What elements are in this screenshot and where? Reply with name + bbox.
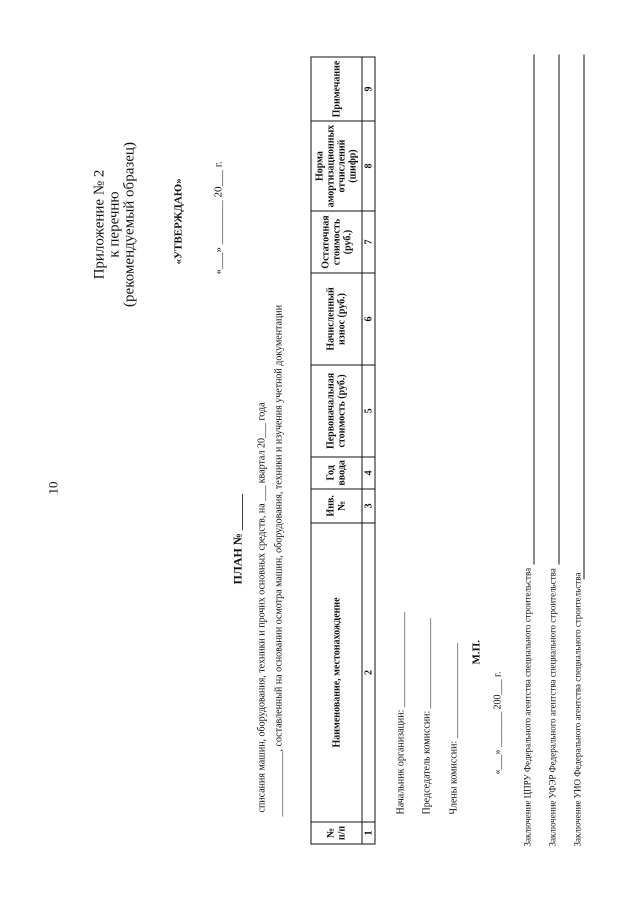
appendix-line-1: Приложение № 2 bbox=[91, 169, 108, 280]
header-cell: Первоначальная стоимость (руб.) bbox=[311, 365, 362, 457]
appendix-header bbox=[93, 125, 138, 325]
column-number: 9 bbox=[362, 57, 375, 121]
header-cell: Остаточная стоимость (руб.) bbox=[311, 211, 362, 273]
header-cell: № п/п bbox=[311, 822, 362, 844]
plan-subtitle-2: _____________, составленный на основании осмотра машин, оборудования, техники и изучения учетной документации bbox=[273, 304, 285, 817]
conclusion-line bbox=[559, 55, 560, 565]
signature-commission-chair: Председатель комиссии: __________________ bbox=[421, 618, 433, 815]
rotated-landscape-content bbox=[1, 0, 640, 905]
appendix-line-3: (рекомендуемый образец) bbox=[121, 142, 138, 307]
approval-date: «___» ________ 20___ г. bbox=[212, 161, 225, 275]
column-number: 6 bbox=[362, 273, 375, 365]
signature-head-of-organization: Начальник организации: ___________________ bbox=[395, 612, 407, 815]
column-number: 3 bbox=[362, 489, 375, 523]
conclusion-line bbox=[534, 55, 535, 565]
column-number: 7 bbox=[362, 211, 375, 273]
header-cell: Инв. № bbox=[311, 489, 362, 523]
conclusion-cpru: Заключение ЦПРУ Федерального агентства специального строительства bbox=[522, 567, 533, 847]
plan-title: ПЛАН № ______ bbox=[230, 494, 245, 585]
header-cell: Примечание bbox=[311, 57, 362, 121]
conclusion-ufer: Заключение УФЭР Федерального агентства специального строительства bbox=[547, 568, 558, 847]
table-number-row bbox=[362, 57, 375, 844]
column-number: 8 bbox=[362, 121, 375, 211]
signature-commission-members: Члены комиссии: ___________________ bbox=[448, 643, 460, 815]
header-cell: Начисленный износ (руб.) bbox=[311, 273, 362, 365]
page-number: 10 bbox=[45, 481, 61, 495]
column-number: 2 bbox=[362, 523, 375, 822]
approval-label: «УТВЕРЖДАЮ» bbox=[172, 178, 185, 265]
plan-subtitle-1: списания машин, оборудования, техники и прочих основных средств, на ___ квартал 20___ года bbox=[256, 402, 268, 813]
plan-table bbox=[311, 57, 376, 845]
header-cell: Год ввода bbox=[311, 457, 362, 489]
seal-placeholder: М.П. bbox=[470, 640, 483, 665]
table-header-row bbox=[311, 57, 362, 844]
header-cell: Наименование, местонахождение bbox=[311, 523, 362, 822]
header-cell: Норма амортизационных отчислений (шифр) bbox=[311, 121, 362, 211]
conclusion-line bbox=[584, 55, 585, 580]
appendix-line-2: к перечню bbox=[106, 191, 123, 258]
column-number: 1 bbox=[362, 822, 375, 844]
conclusion-uio: Заключение УИО Федерального агентства специального строительства bbox=[572, 572, 583, 847]
signature-date: «___» _______ 200___ г. bbox=[492, 671, 504, 775]
column-number: 5 bbox=[362, 365, 375, 457]
column-number: 4 bbox=[362, 457, 375, 489]
